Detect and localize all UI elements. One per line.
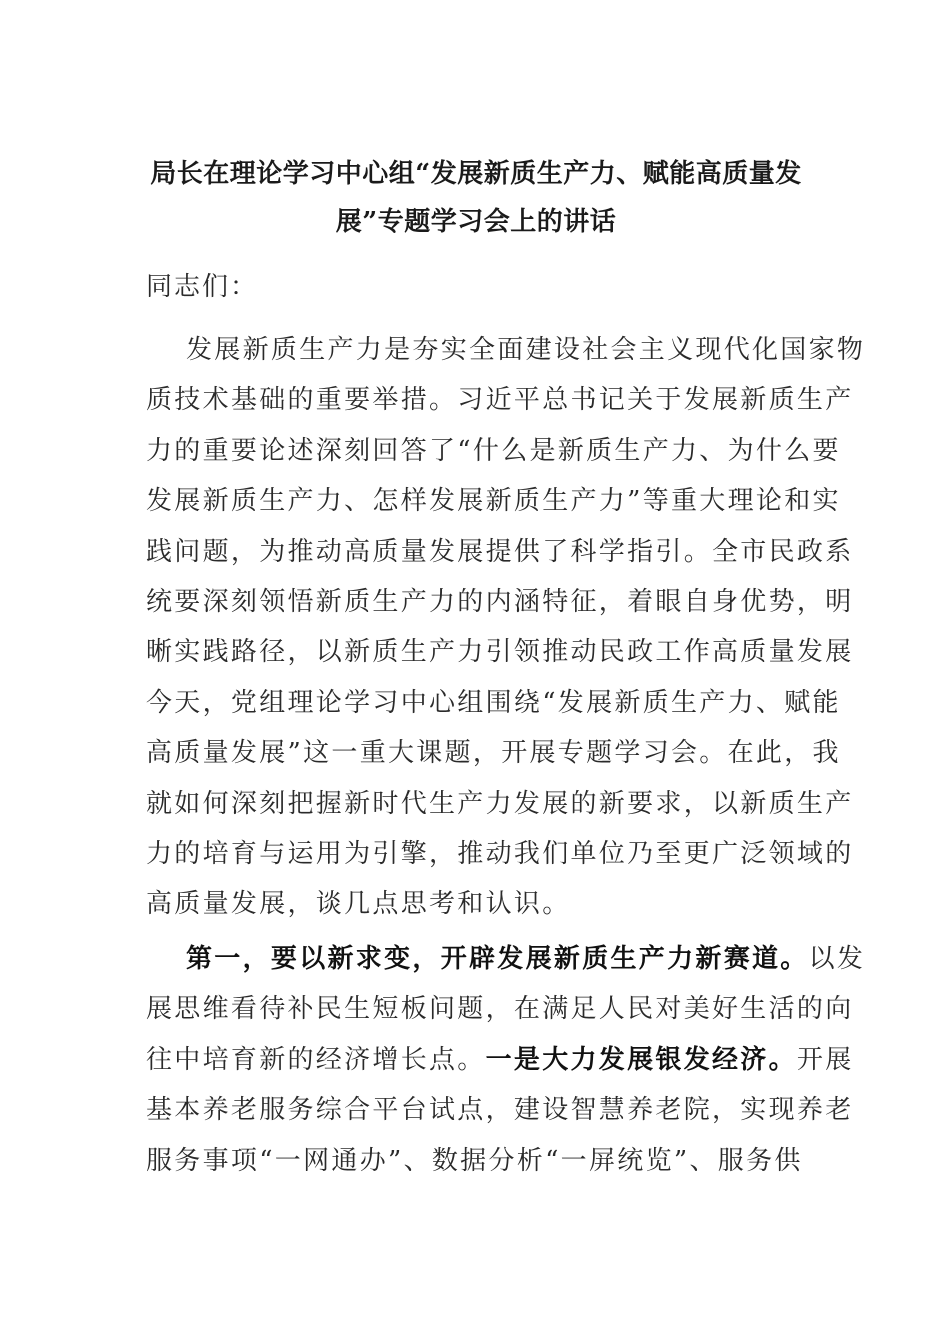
paragraph-text: 开展 <box>796 1044 854 1075</box>
paragraph-line: 今天，党组理论学习中心组围绕“发展新质生产力、赋能 <box>146 687 841 718</box>
paragraph-line: 发展新质生产力是夯实全面建设社会主义现代化国家物 <box>186 335 866 365</box>
paragraph-line: 基本养老服务综合平台试点，建设智慧养老院，实现养老 <box>146 1095 854 1126</box>
document-title <box>146 150 806 246</box>
paragraph-line: 就如何深刻把握新时代生产力发展的新要求，以新质生产 <box>146 788 854 819</box>
title-line-1: 局长在理论学习中心组“发展新质生产力、赋能高质量发 <box>150 159 802 189</box>
paragraph-line <box>146 1035 854 1085</box>
paragraph-line: 高质量发展，谈几点思考和认识。 <box>146 889 571 920</box>
paragraph-line: 高质量发展”这一重大课题，开展专题学习会。在此，我 <box>146 738 841 769</box>
paragraph-line: 力的培育与运用为引擎，推动我们单位乃至更广泛领域的 <box>146 839 854 870</box>
subheading-silver-economy: 一是大力发展银发经济。 <box>485 1044 797 1075</box>
paragraph-line: 展思维看待补民生短板问题，在满足人民对美好生活的向 <box>146 994 854 1025</box>
paragraph-line: 践问题，为推动高质量发展提供了科学指引。全市民政系 <box>146 536 854 567</box>
salutation: 同志们： <box>146 272 259 302</box>
section-heading-first: 第一，要以新求变，开辟发展新质生产力新赛道。 <box>186 944 809 974</box>
paragraph-line: 发展新质生产力、怎样发展新质生产力”等重大理论和实 <box>146 486 841 517</box>
paragraph-text: 以发 <box>808 944 866 974</box>
paragraph-line: 力的重要论述深刻回答了“什么是新质生产力、为什么要 <box>146 435 841 466</box>
paragraph-line: 统要深刻领悟新质生产力的内涵特征，着眼自身优势，明 <box>146 587 854 618</box>
paragraph-1 <box>146 325 866 930</box>
paragraph-line: 服务事项“一网通办”、数据分析“一屏统览”、服务供 <box>146 1145 803 1176</box>
title-line-2: 展”专题学习会上的讲话 <box>335 207 617 237</box>
paragraph-text: 往中培育新的经济增长点。 <box>146 1044 486 1075</box>
paragraph-line: 晰实践路径，以新质生产力引领推动民政工作高质量发展 <box>146 637 854 668</box>
paragraph-2 <box>146 934 866 1186</box>
paragraph-line: 质技术基础的重要举措。习近平总书记关于发展新质生产 <box>146 385 854 416</box>
paragraph-line <box>146 934 866 984</box>
